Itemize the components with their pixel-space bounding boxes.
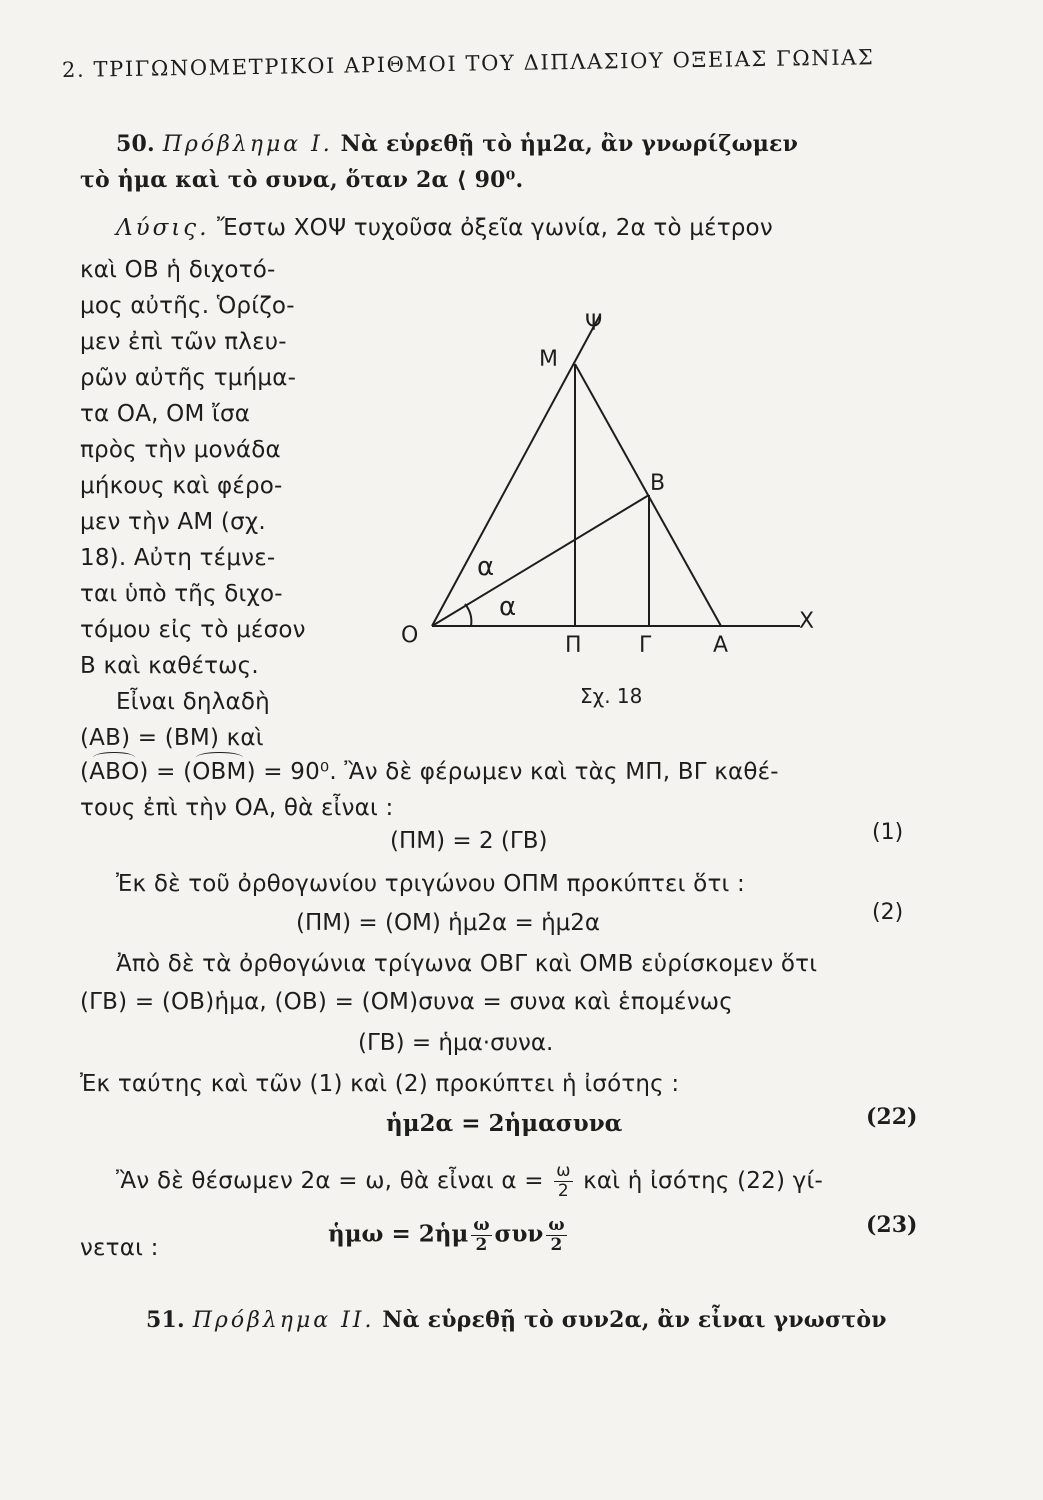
- problem-50-line1: [116, 130, 798, 159]
- equation-gb: (ΓΒ) = ἡμα·συνα.: [358, 1030, 554, 1056]
- equation-23-label: (23): [866, 1212, 918, 1238]
- fraction-numerator: ω: [473, 1215, 490, 1235]
- left-col-line: μος αὐτῆς. Ὁρίζο-: [80, 293, 295, 319]
- problem-51-text: Νὰ εὑρεθῇ τὸ συν2α, ἂν εἶναι γνωστὸν: [382, 1307, 887, 1333]
- left-col-line: ται ὑπὸ τῆς διχο-: [80, 581, 283, 607]
- label-a: Α: [713, 633, 729, 658]
- fraction-numerator: ω: [548, 1215, 565, 1235]
- left-col-line: Εἶναι δηλαδὴ: [116, 689, 270, 715]
- solution-first-line: [116, 214, 773, 242]
- equation-22: ἡμ2α = 2ἡμασυνα: [386, 1110, 623, 1137]
- angle-obm: ΟΒΜ: [192, 759, 247, 785]
- from-line: Ἀπὸ δὲ τὰ ὀρθογώνια τρίγωνα ΟΒΓ καὶ ΟΜΒ εὑρίσκομεν ὅτι: [116, 951, 818, 977]
- fraction-denominator: 2: [550, 1235, 563, 1255]
- problem-50-number: 50.: [116, 131, 155, 157]
- label-m: Μ: [539, 347, 558, 372]
- label-pi: Π: [565, 633, 582, 658]
- set-line-text-b: καὶ ἡ ἰσότης (22) γί-: [583, 1168, 823, 1194]
- equation-1: (ΠΜ) = 2 (ΓΒ): [390, 828, 548, 854]
- left-col-line: Β καὶ καθέτως.: [80, 653, 259, 679]
- problem-50-text1: Νὰ εὑρεθῇ τὸ ἡμ2α, ἂν γνωρίζωμεν: [340, 131, 799, 157]
- fraction-omega-half: [554, 1162, 572, 1201]
- problem-50-label: Πρόβλημα I.: [162, 132, 333, 157]
- label-b: Β: [650, 471, 666, 496]
- figure-18: [395, 300, 835, 680]
- label-gamma: Γ: [639, 633, 652, 658]
- left-col-line: μεν ἐπὶ τῶν πλευ-: [80, 329, 287, 355]
- equation-2: (ΠΜ) = (ΟΜ) ἡμ2α = ἡμ2α: [296, 910, 601, 936]
- problem-51-label: Πρόβλημα II.: [192, 1308, 375, 1333]
- angle-end: ) = 90⁰. Ἂν δὲ φέρωμεν καὶ τὰς ΜΠ, ΒΓ καθέ-: [246, 759, 779, 785]
- set-line-text-a: Ἂν δὲ θέσωμεν 2α = ω, θὰ εἶναι α =: [116, 1168, 544, 1194]
- label-alpha-lower: α: [499, 592, 517, 622]
- becomes-line: νεται :: [80, 1235, 159, 1261]
- angle-paren-open: (: [80, 759, 90, 785]
- label-x: Χ: [799, 609, 815, 634]
- section-heading: 2. ΤΡΙΓΩΝΟΜΕΤΡΙΚΟΙ ΑΡΙΘΜΟΙ ΤΟΥ ΔΙΠΛΑΣΙΟΥ ΟΞΕΙΑΣ ΓΩΝΙΑΣ: [61, 45, 875, 82]
- equation-23-part-b: συν: [494, 1220, 544, 1248]
- left-col-line: καὶ ΟΒ ἡ διχοτό-: [80, 257, 276, 283]
- equation-22-label: (22): [866, 1104, 918, 1130]
- fraction-a: [471, 1216, 491, 1255]
- angle-arc-lower: [465, 604, 471, 626]
- problem-50-line2: τὸ ἡμα καὶ τὸ συνα, ὅταν 2α ⟨ 90⁰.: [80, 167, 524, 193]
- left-col-line: (ΑΒ) = (ΒΜ) καὶ: [80, 725, 264, 751]
- fraction-numerator: ω: [556, 1161, 571, 1181]
- equation-2-label: (2): [872, 900, 904, 925]
- left-col-line: 18). Αὐτη τέμνε-: [80, 545, 276, 571]
- label-alpha-upper: α: [477, 552, 495, 582]
- solution-label: Λύσις.: [116, 215, 210, 241]
- equation-23-part-a: ἡμω = 2ἡμ: [328, 1220, 469, 1248]
- equation-23: [328, 1216, 570, 1255]
- equality-line: Ἐκ ταύτης καὶ τῶν (1) καὶ (2) προκύπτει ἡ ἰσότης :: [80, 1071, 680, 1097]
- gb-line: (ΓΒ) = (ΟΒ)ἡμα, (ΟΒ) = (ΟΜ)συνα = συνα καὶ ἑπομένως: [80, 989, 733, 1015]
- perp-line: τους ἐπὶ τὴν ΟΑ, θὰ εἶναι :: [80, 795, 394, 821]
- left-col-line: μεν τὴν ΑΜ (σχ.: [80, 509, 266, 535]
- fraction-b: [546, 1216, 566, 1255]
- label-o: Ο: [401, 623, 419, 648]
- left-col-line: ρῶν αὐτῆς τμήμα-: [80, 365, 297, 391]
- bisector-ob: [432, 495, 649, 626]
- ortho-line: Ἐκ δὲ τοῦ ὀρθογωνίου τριγώνου ΟΠΜ προκύπτει ὅτι :: [116, 871, 745, 897]
- problem-51-number: 51.: [146, 1307, 185, 1333]
- problem-51-line: [146, 1306, 887, 1335]
- angle-line: [80, 758, 779, 786]
- left-col-line: μήκους καὶ φέρο-: [80, 473, 283, 499]
- left-col-line: τόμου εἰς τὸ μέσον: [80, 617, 306, 643]
- figure-caption: Σχ. 18: [580, 684, 643, 708]
- angle-abo: ΑΒΟ: [89, 759, 140, 785]
- equation-1-label: (1): [872, 820, 904, 845]
- left-col-line: πρὸς τὴν μονάδα: [80, 437, 281, 463]
- set-line: [116, 1162, 823, 1201]
- angle-mid: ) = (: [139, 759, 193, 785]
- label-psi: Ψ: [585, 311, 603, 336]
- fraction-denominator: 2: [557, 1181, 569, 1201]
- fraction-denominator: 2: [475, 1235, 488, 1255]
- solution-first-text: Ἔστω ΧΟΨ τυχοῦσα ὀξεῖα γωνία, 2α τὸ μέτρον: [217, 215, 773, 241]
- left-col-line: τα ΟΑ, ΟΜ ἴσα: [80, 401, 251, 427]
